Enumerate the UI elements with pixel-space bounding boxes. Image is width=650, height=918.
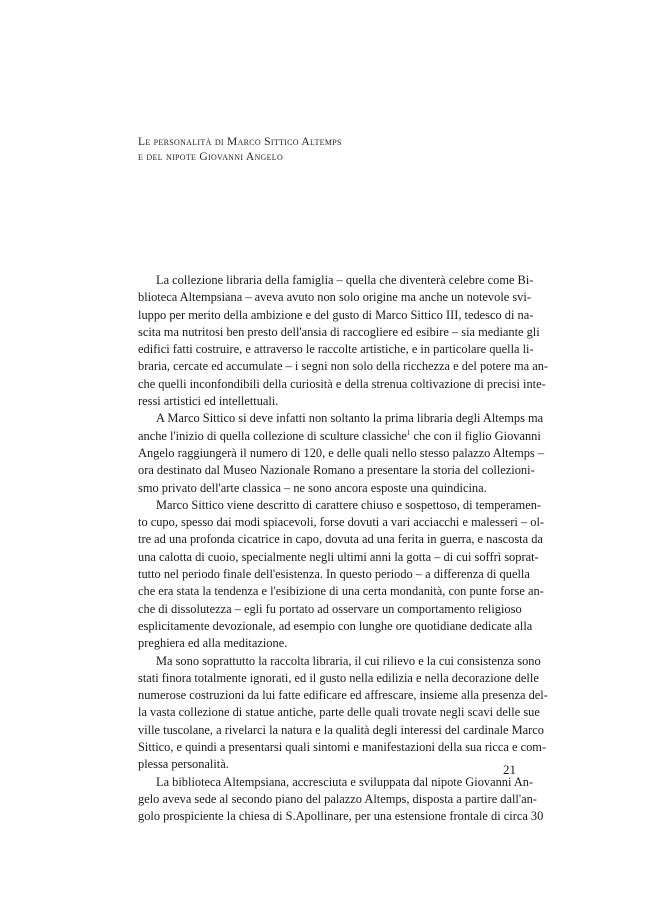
text-line: ressi artistici ed intellettuali.	[138, 394, 279, 409]
text-line: La biblioteca Altempsiana, accresciuta e sviluppata dal nipote Giovanni An-	[156, 774, 534, 789]
text-line: Angelo raggiungerà il numero di 120, e delle quali nello stesso palazzo Altemps –	[138, 445, 545, 460]
text-line: scita ma nutritosi ben presto dell'ansia di raccogliere ed esibire – sia mediante gli	[138, 324, 540, 339]
text-line: che era stata la tendenza e l'esibizione di una certa mondanità, con punte forse an-	[138, 584, 544, 599]
paragraph-4	[138, 653, 548, 774]
footnote-marker[interactable]: 1	[406, 428, 411, 437]
text-line: tre ad una profonda cicatrice in capo, dovuta ad una ferita in guerra, e nascosta da	[138, 532, 543, 547]
text-line: ora destinato dal Museo Nazionale Romano a presentare la storia del collezioni-	[138, 463, 535, 478]
text-line: Ma sono soprattutto la raccolta libraria, il cui rilievo e la cui consistenza sono	[156, 653, 541, 668]
text-line: gelo aveva sede al secondo piano del palazzo Altemps, disposta a partire dall'an-	[138, 791, 537, 806]
text-line: Sittico, e quindi a presentarsi quali sintomi e manifestazioni della sua ricca e com-	[138, 740, 547, 755]
text-line: numerose costruzioni da lui fatte edificare ed affrescare, insieme alla presenza del-	[138, 688, 548, 703]
text-line: preghiera ed alla meditazione.	[138, 636, 288, 651]
text-line: plessa personalità.	[138, 757, 229, 772]
text-line: braria, cercate ed accumulate – i segni non solo della ricchezza e del potere ma an-	[138, 359, 549, 374]
text-line: golo prospiciente la chiesa di S.Apollinare, per una estensione frontale di circa 30	[138, 809, 544, 824]
text-line: to cupo, spesso dai modi spiacevoli, forse dovuti a vari acciacchi e malesseri – ol-	[138, 515, 545, 530]
paragraph-2	[138, 410, 545, 496]
text-line: la vasta collezione di statue antiche, parte delle quali trovate negli scavi delle sue	[138, 705, 540, 720]
paragraph-3	[138, 497, 545, 653]
body-text	[138, 272, 549, 826]
text-fragment: anche l'inizio di quella collezione di sculture classiche	[138, 428, 407, 443]
page-number: 21	[503, 762, 516, 777]
text-line: La collezione libraria della famiglia – quella che diventerà celebre come Bi-	[156, 273, 534, 287]
text-line: luppo per merito della ambizione e del gusto di Marco Sittico III, tedesco di na-	[138, 307, 534, 322]
chapter-heading	[138, 135, 518, 165]
text-fragment: che con il figlio Giovanni	[410, 428, 541, 443]
text-line: che quelli inconfondibili della curiosità e della strenua coltivazione di precisi inte-	[138, 376, 546, 391]
text-line: una calotta di cuoio, specialmente negli ultimi anni la gotta – di cui soffrì soprat-	[138, 549, 539, 564]
text-line: ville tuscolane, a rivelarci la natura e la qualità degli interessi del cardinale Marco	[138, 722, 544, 737]
paragraph-5	[138, 774, 544, 826]
text-line: edifici fatti costruire, e attraverso le raccolte artistiche, e in particolare quella li-	[138, 342, 534, 357]
paragraph-1	[138, 272, 549, 410]
text-line: esplicitamente devozionale, ad esempio con lunghe ore quotidiane dedicate alla	[138, 618, 533, 633]
text-line: stati finora totalmente ignorati, ed il gusto nella edilizia e nella decorazione delle	[138, 670, 539, 685]
heading-line-2: e del nipote Giovanni Angelo	[138, 151, 284, 163]
text-line: blioteca Altempsiana – aveva avuto non solo origine ma anche un notevole svi-	[138, 290, 531, 305]
text-line: A Marco Sittico si deve infatti non soltanto la prima libraria degli Altemps ma	[156, 411, 544, 426]
text-line: smo privato dell'arte classica – ne sono ancora esposte una quindicina.	[138, 480, 487, 495]
text-line: tutto nel periodo finale dell'esistenza. In questo periodo – a differenza di quella	[138, 567, 530, 582]
text-line: che di dissolutezza – egli fu portato ad osservare un comportamento religioso	[138, 601, 522, 616]
text-line: Marco Sittico viene descritto di carattere chiuso e sospettoso, di temperamen-	[156, 497, 542, 512]
heading-line-1: Le personalità di Marco Sittico Altemps	[138, 136, 342, 148]
text-line-with-footnote	[138, 428, 541, 445]
